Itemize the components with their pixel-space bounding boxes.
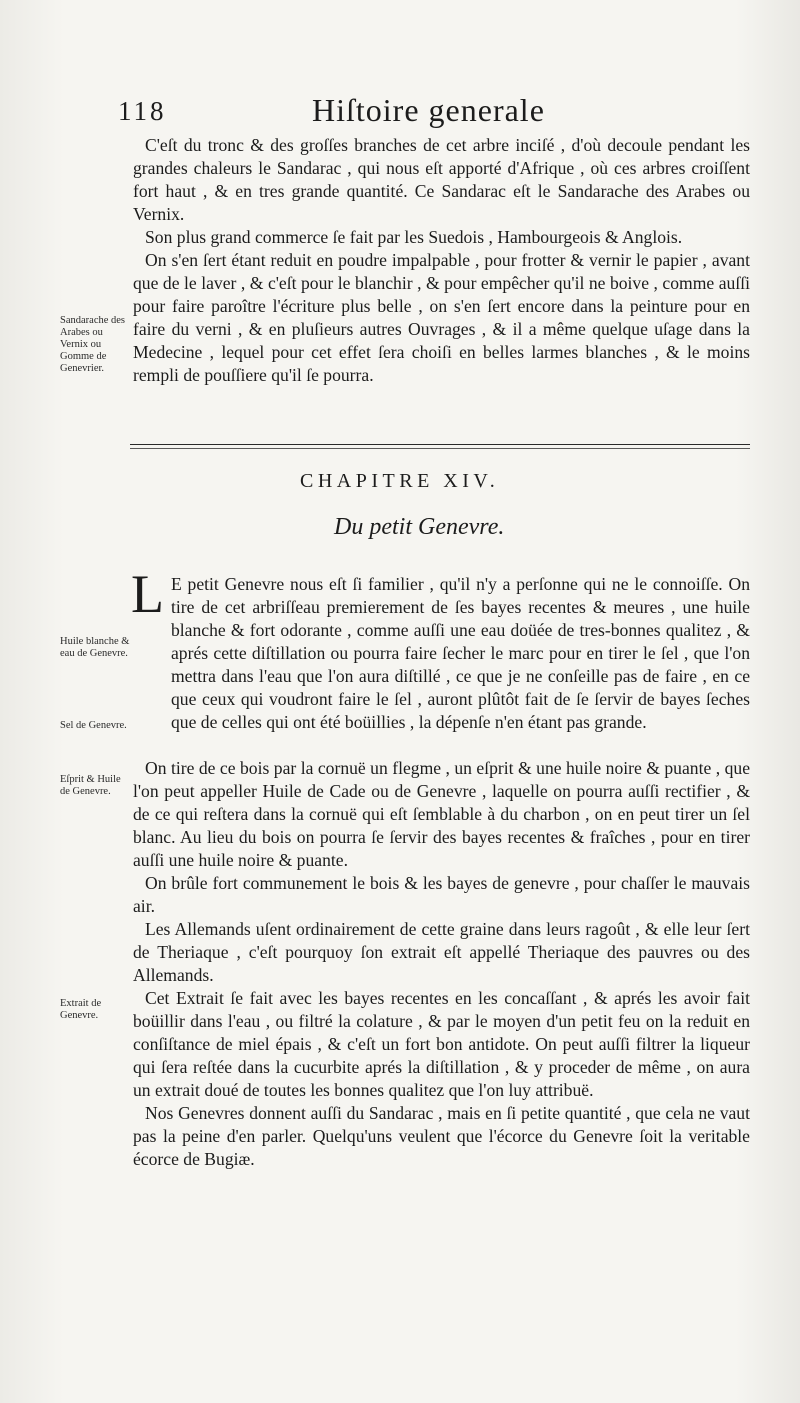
chapter-body bbox=[133, 757, 750, 1171]
chapter-heading: CHAPITRE XIV. bbox=[300, 470, 500, 492]
margin-note-huile: Huile blanche & eau de Genevre. bbox=[60, 636, 130, 659]
paragraph: Les Allemands uſent ordinairement de cette graine dans leurs ragoût , & elle leur ſert de Theriaque , c'eſt pourquoy ſon extrait eſt appellé Theriaque des pauvres ou des Allemands. bbox=[133, 919, 750, 985]
section-rule bbox=[130, 444, 750, 445]
first-paragraph: E petit Genevre nous eſt ſi familier , qu'il n'y a perſonne qui ne le connoiſſe. On tire de cet arbriſſeau premierement de ſes bayes recentes & meures , une huile blanche & fort odorante , comme auſſi une eau doüée de tres-bonnes qualitez , & aprés cette diſtillation ou pourra faire ſecher le marc pour en tirer le ſel , que l'on mettra dans l'eau que l'on aura diſtillé , ce que je ne conſeille pas de faire , en ce que ceux qui voudront faire le ſel , auront plûtôt fait de ſe ſervir de bayes ſeches que de celles qui ont été boüillies , la dépenſe n'en étant pas grande. bbox=[171, 574, 750, 732]
paragraph: Nos Genevres donnent auſſi du Sandarac , mais en ſi petite quantité , que cela ne vaut pas la peine d'en parler. Quelqu'uns veulent que l'écorce du Genevre ſoit la veritable écorce de Bugiæ. bbox=[133, 1103, 750, 1169]
margin-note-sandarache: Sandarache des Arabes ou Vernix ou Gomme de Genevrier. bbox=[60, 315, 126, 374]
drop-cap: L bbox=[131, 564, 164, 624]
chapter-title: Du petit Genevre. bbox=[334, 514, 505, 540]
paragraph: C'eſt du tronc & des groſſes branches de cet arbre inciſé , d'où decoule pendant les grandes chaleurs le Sandarac , qui nous eſt apporté d'Afrique , où ces arbres croiſſent fort haut , & en tres grande quantité. Ce Sandarac eſt le Sandarache des Arabes ou Vernix. bbox=[133, 135, 750, 224]
paragraph: On s'en ſert étant reduit en poudre impalpable , pour frotter & vernir le papier , avant que de le laver , & c'eſt pour le blanchir , & pour empêcher qu'il ne boive , comme auſſi pour faire paroître l'écriture plus belle , on s'en ſert encore dans la peinture pour en faire du verni , & en pluſieurs autres Ouvrages , & il a même quelque uſage dans la Medecine , lequel pour cet effet ſera choiſi en belles larmes blanches , & le moins rempli de pouſſiere qu'il ſe pourra. bbox=[133, 250, 750, 385]
margin-note-extrait: Extrait de Genevre. bbox=[60, 998, 102, 1021]
top-section bbox=[133, 134, 750, 387]
paragraph: Son plus grand commerce ſe fait par les Suedois , Hambourgeois & Anglois. bbox=[145, 227, 683, 247]
margin-note-sel: Sel de Genevre. bbox=[60, 720, 127, 731]
paragraph: On brûle fort communement le bois & les bayes de genevre , pour chaſſer le mauvais air. bbox=[133, 873, 750, 916]
page-number: 118 bbox=[118, 96, 167, 126]
page-header bbox=[112, 92, 672, 132]
section-rule-thin bbox=[130, 448, 750, 449]
margin-note-esprit: Eſprit & Huile de Genevre. bbox=[60, 774, 121, 797]
running-head: Hiſtoire generale bbox=[312, 92, 545, 128]
paragraph: On tire de ce bois par la cornuë un flegme , un eſprit & une huile noire & puante , que l'on peut appeller Huile de Cade ou de Genevre , laquelle on pourra auſſi rectifier , & de ce qui reſtera dans la cornuë qui eſt ſemblable à du charbon , on en peut tirer un ſel blanc. Au lieu du bois on pourra ſe ſervir des bayes recentes & fraîches , pour en tirer auſſi une huile noire & puante. bbox=[133, 758, 750, 870]
paragraph: Cet Extrait ſe fait avec les bayes recentes en les concaſſant , & aprés les avoir fait boüillir dans l'eau , ou filtré la colature , & par le moyen d'un petit feu on la reduit en conſiſtance de miel épais , & c'eſt un fort bon antidote. On peut auſſi filtrer la liqueur qui ſera reſtée dans la cucurbite aprés la diſtillation , & y proceder de même , on aura un extrait doué de toutes les bonnes qualitez que l'on luy attribuë. bbox=[133, 988, 750, 1100]
